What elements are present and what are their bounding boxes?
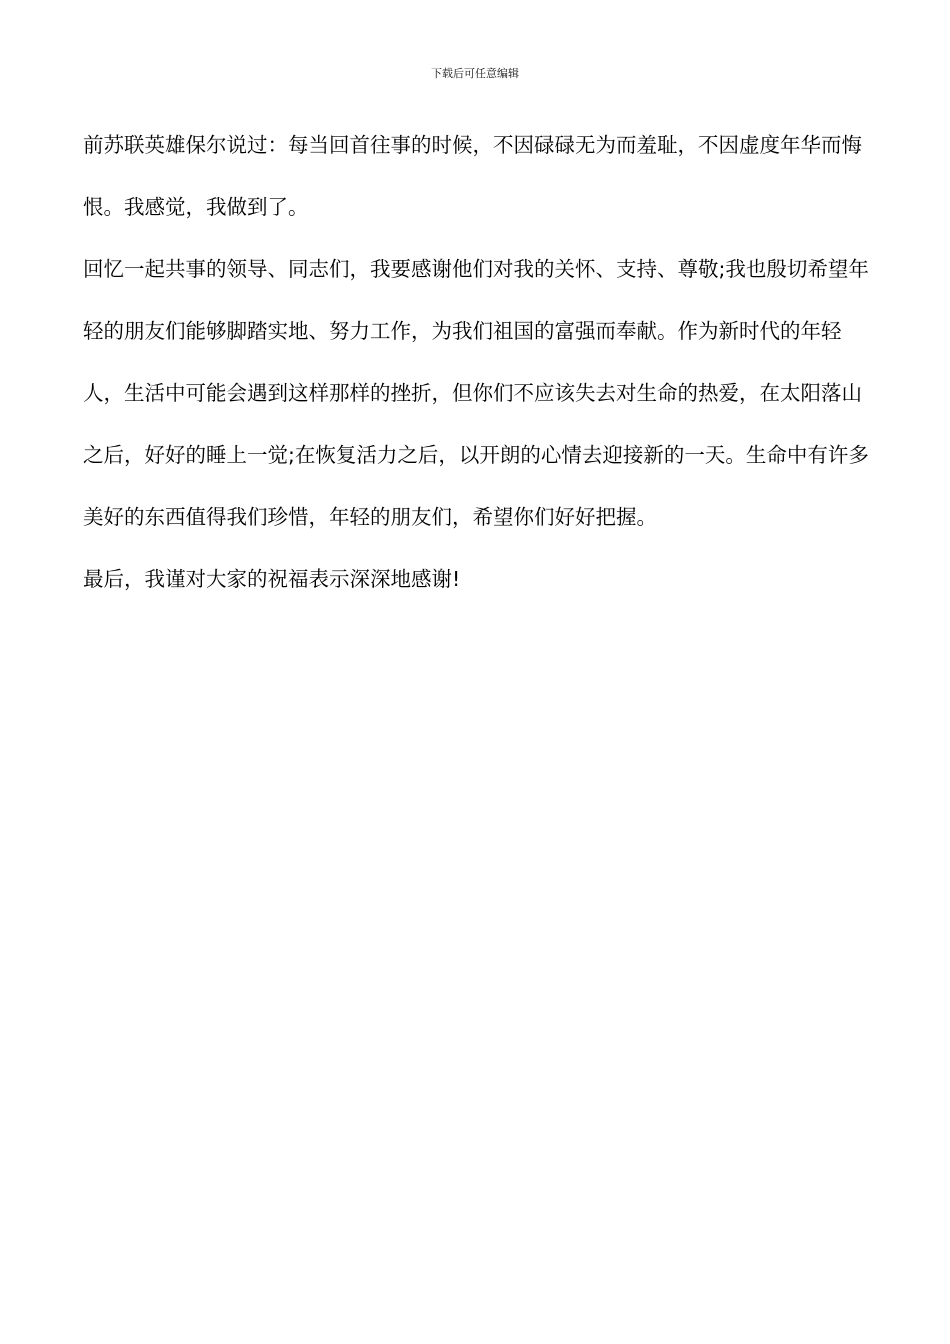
document-body xyxy=(83,114,873,610)
paragraph-2: 回忆一起共事的领导、同志们，我要感谢他们对我的关怀、支持、尊敬;我也殷切希望年轻的朋友们能够脚踏实地、努力工作，为我们祖国的富强而奉献。作为新时代的年轻人，生活中可能会遇到这样那样的挫折，但你们不应该失去对生命的热爱，在太阳落山之后，好好的睡上一觉;在恢复活力之后，以开朗的心情去迎接新的一天。生命中有许多美好的东西值得我们珍惜，年轻的朋友们，希望你们好好把握。 xyxy=(83,257,869,529)
paragraph-1: 前苏联英雄保尔说过：每当回首往事的时候，不因碌碌无为而羞耻，不因虚度年华而悔恨。我感觉，我做到了。 xyxy=(83,133,862,219)
page-header-note: 下载后可任意编辑 xyxy=(431,67,519,80)
paragraph-3: 最后，我谨对大家的祝福表示深深地感谢! xyxy=(83,567,461,591)
